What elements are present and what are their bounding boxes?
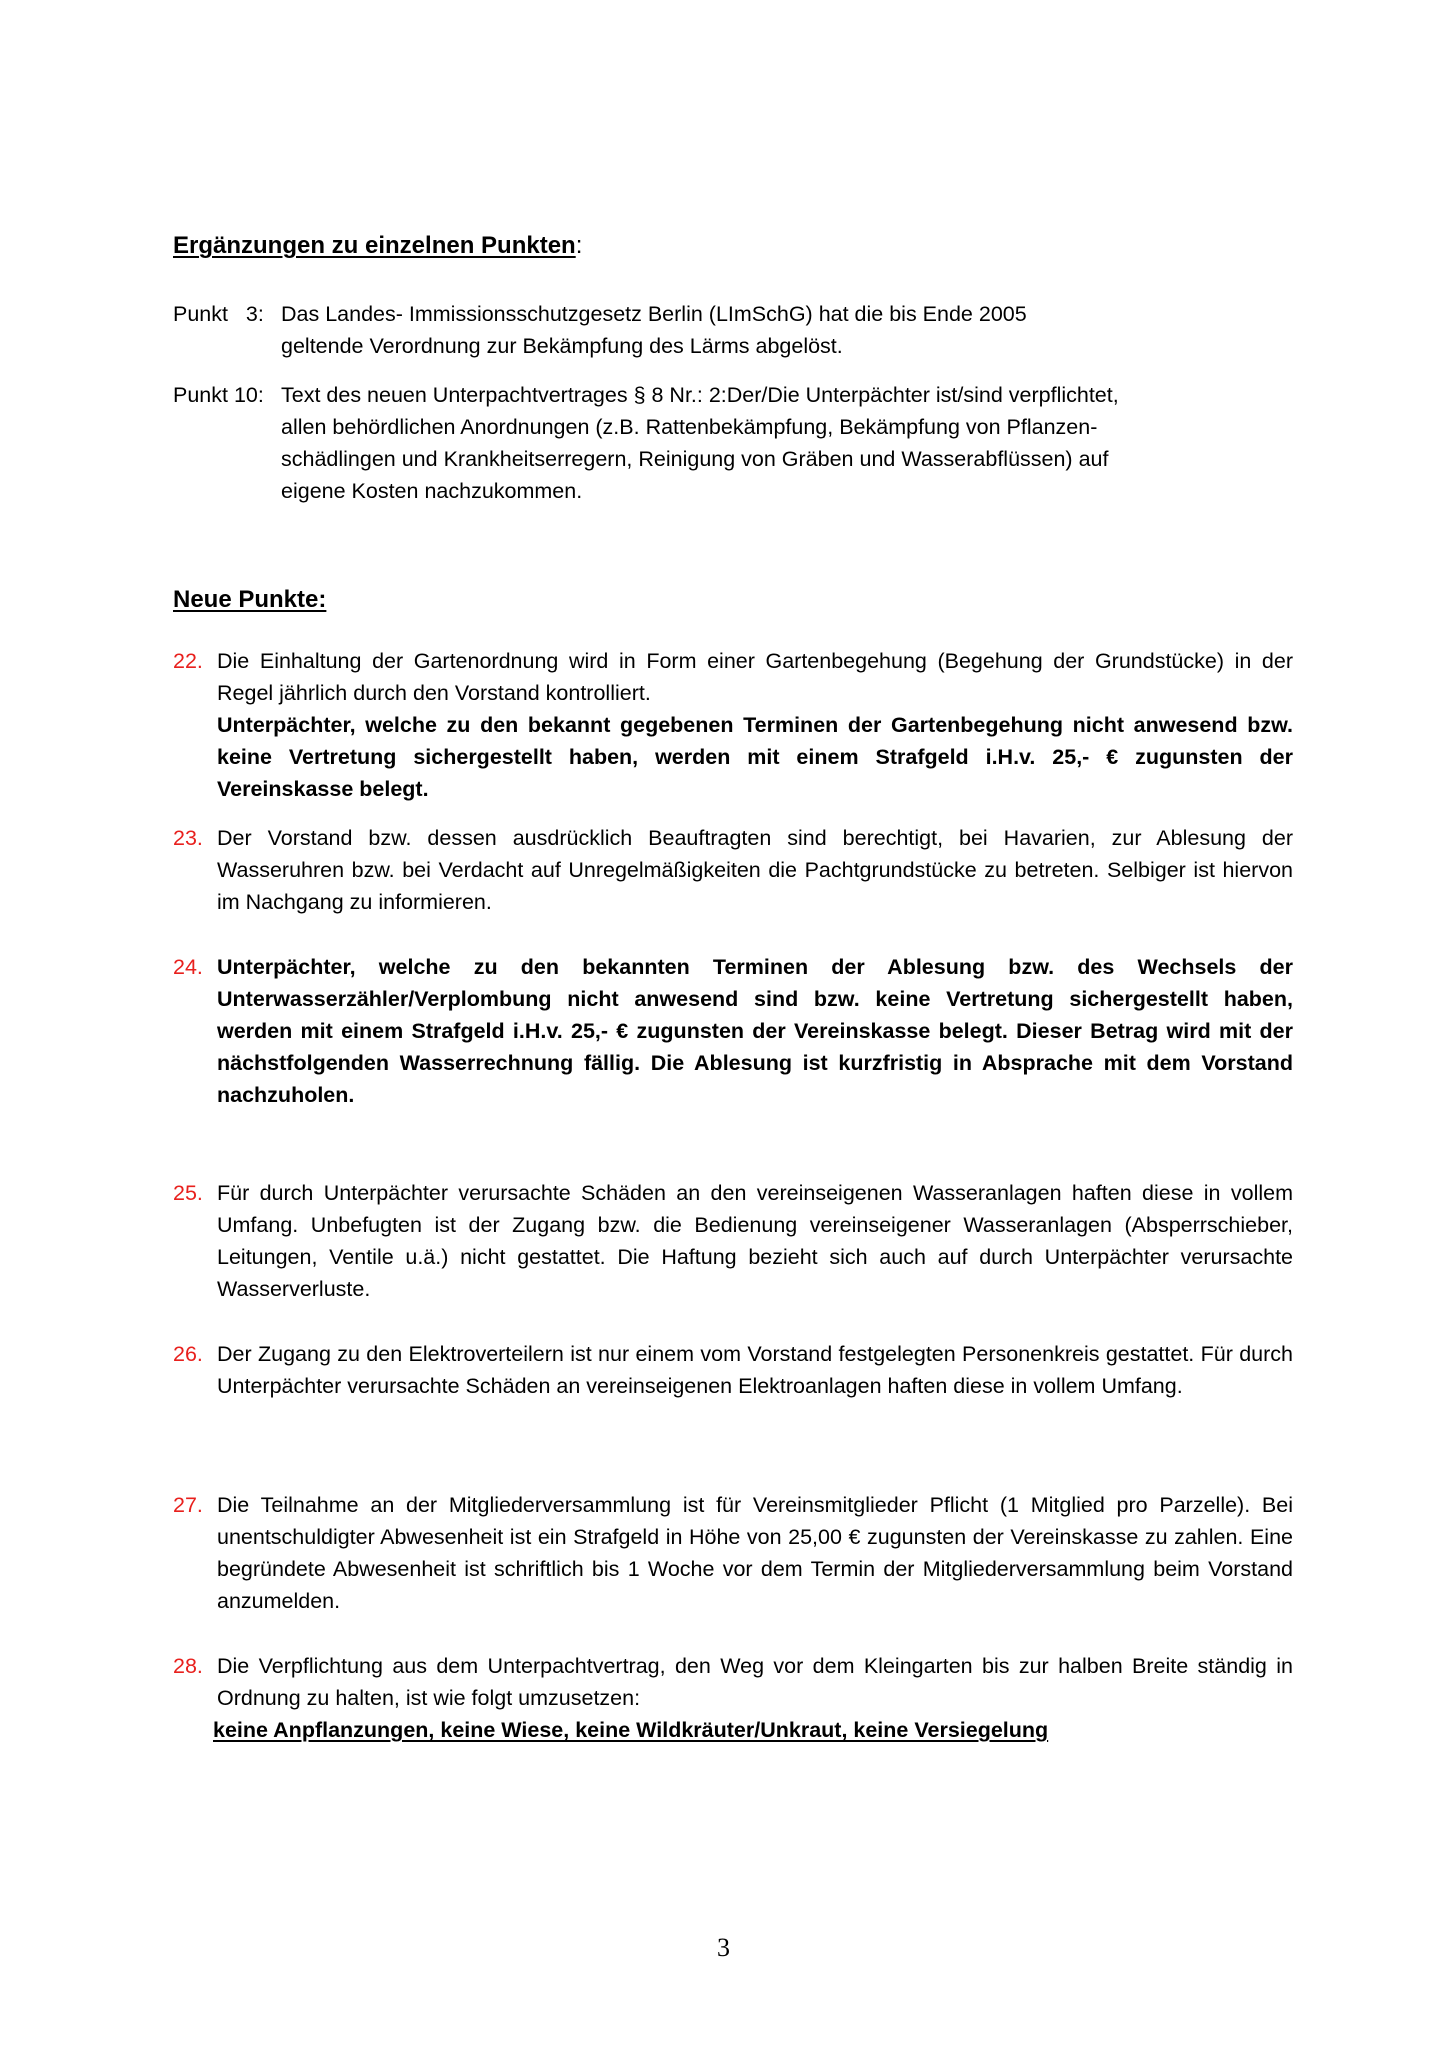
punkt-10 [173,379,1293,507]
item-number: 27. [173,1493,203,1517]
item-body [217,1177,1293,1305]
page-number: 3 [717,1933,730,1962]
item-body [217,1650,1293,1714]
item-text: Der Vorstand bzw. dessen ausdrücklich Beauftragten sind berechtigt, bei Havarien, zur Ablesung der Wasseruhren bzw. bei Verdacht auf Unregelmäßigkeiten die Pachtgrundstücke zu betreten. Selbiger ist hiervon im Nachgang zu informieren. [217,826,1293,914]
punkt-line: geltende Verordnung zur Bekämpfung des Lärms abgelöst. [281,334,843,358]
section-heading-text: Neue Punkte: [173,586,327,613]
list-item-24 [173,951,1293,1111]
punkt-3 [173,298,1293,362]
list-item-22 [173,645,1293,805]
punkt-line: Text des neuen Unterpachtvertrages § 8 Nr.: 2:Der/Die Unterpächter ist/sind verpflichtet, [281,383,1119,407]
list-item-25 [173,1177,1293,1305]
punkt-body [281,298,1293,362]
section-heading-ergaenzungen [173,231,582,261]
item-number: 22. [173,649,203,673]
punkt-line: schädlingen und Krankheitserregern, Reinigung von Gräben und Wasserabflüssen) auf [281,447,1109,471]
item-text: Der Zugang zu den Elektroverteilern ist nur einem vom Vorstand festgelegten Personenkreis gestattet. Für durch Unterpächter verursachte Schäden an vereinseigenen Elektroanlagen haften diese in vollem Umfang. [217,1342,1293,1398]
item-text: Die Verpflichtung aus dem Unterpachtvertrag, den Weg vor dem Kleingarten bis zur halben Breite ständig in Ordnung zu halten, ist wie folgt umzusetzen: [217,1654,1293,1710]
item-text: Die Einhaltung der Gartenordnung wird in Form einer Gartenbegehung (Begehung der Grundstücke) in der Regel jährlich durch den Vorstand kontrolliert. [217,649,1293,705]
punkt-body [281,379,1293,507]
list-item-27 [173,1489,1293,1617]
item-number: 24. [173,955,203,979]
item-text: Die Teilnahme an der Mitgliederversammlung ist für Vereinsmitglieder Pflicht (1 Mitglied pro Parzelle). Bei unentschuldigter Abwesenheit ist ein Strafgeld in Höhe von 25,00 € zugunsten der Vereinskasse zu zahlen. Eine begründete Abwesenheit ist schriftlich bis 1 Woche vor dem Termin der Mitgliederversammlung beim Vorstand anzumelden. [217,1493,1293,1613]
item-number: 26. [173,1342,203,1366]
punkt-label: Punkt 3: [173,302,264,326]
item-bold-text: Unterpächter, welche zu den bekannt gegebenen Terminen der Gartenbegehung nicht anwesend bzw. keine Vertretung sichergestellt haben, werden mit einem Strafgeld i.H.v. 25,- € zugunsten der Vereinskasse belegt. [217,713,1293,801]
item-body [217,645,1293,805]
item-underlined-text: keine Anpflanzungen, keine Wiese, keine Wildkräuter/Unkraut, keine Versiegelung [213,1718,1049,1742]
item-number: 25. [173,1181,203,1205]
section-heading-colon: : [575,232,583,259]
item-number: 23. [173,826,203,850]
list-item-23 [173,822,1293,918]
punkt-line: allen behördlichen Anordnungen (z.B. Rattenbekämpfung, Bekämpfung von Pflanzen- [281,415,1098,439]
punkt-line: Das Landes- Immissionsschutzgesetz Berlin (LImSchG) hat die bis Ende 2005 [281,302,1027,326]
item-body [217,951,1293,1111]
item-body [217,1338,1293,1402]
list-item-28 [173,1650,1293,1714]
item-number: 28. [173,1654,203,1678]
item-text: Für durch Unterpächter verursachte Schäden an den vereinseigenen Wasseranlagen haften diese in vollem Umfang. Unbefugten ist der Zugang bzw. die Bedienung vereinseigener Wasseranlagen (Absperrschieber, Leitungen, Ventile u.ä.) nicht gestattet. Die Haftung bezieht sich auch auf durch Unterpächter verursachte Wasserverluste. [217,1181,1293,1301]
section-heading-text: Ergänzungen zu einzelnen Punkten [173,232,576,259]
list-item-26 [173,1338,1293,1402]
punkt-line: eigene Kosten nachzukommen. [281,479,583,503]
item-bold-text: Unterpächter, welche zu den bekannten Terminen der Ablesung bzw. des Wechsels der Unterwasserzähler/Verplombung nicht anwesend sind bzw. keine Vertretung sichergestellt haben, werden mit einem Strafgeld i.H.v. 25,- € zugunsten der Vereinskasse belegt. Dieser Betrag wird mit der nächstfolgenden Wasserrechnung fällig. Die Ablesung ist kurzfristig in Absprache mit dem Vorstand nachzuholen. [217,955,1293,1107]
punkt-label: Punkt 10: [173,383,264,407]
item-body [217,822,1293,918]
item-body [217,1489,1293,1617]
section-heading-neue-punkte [173,585,326,615]
